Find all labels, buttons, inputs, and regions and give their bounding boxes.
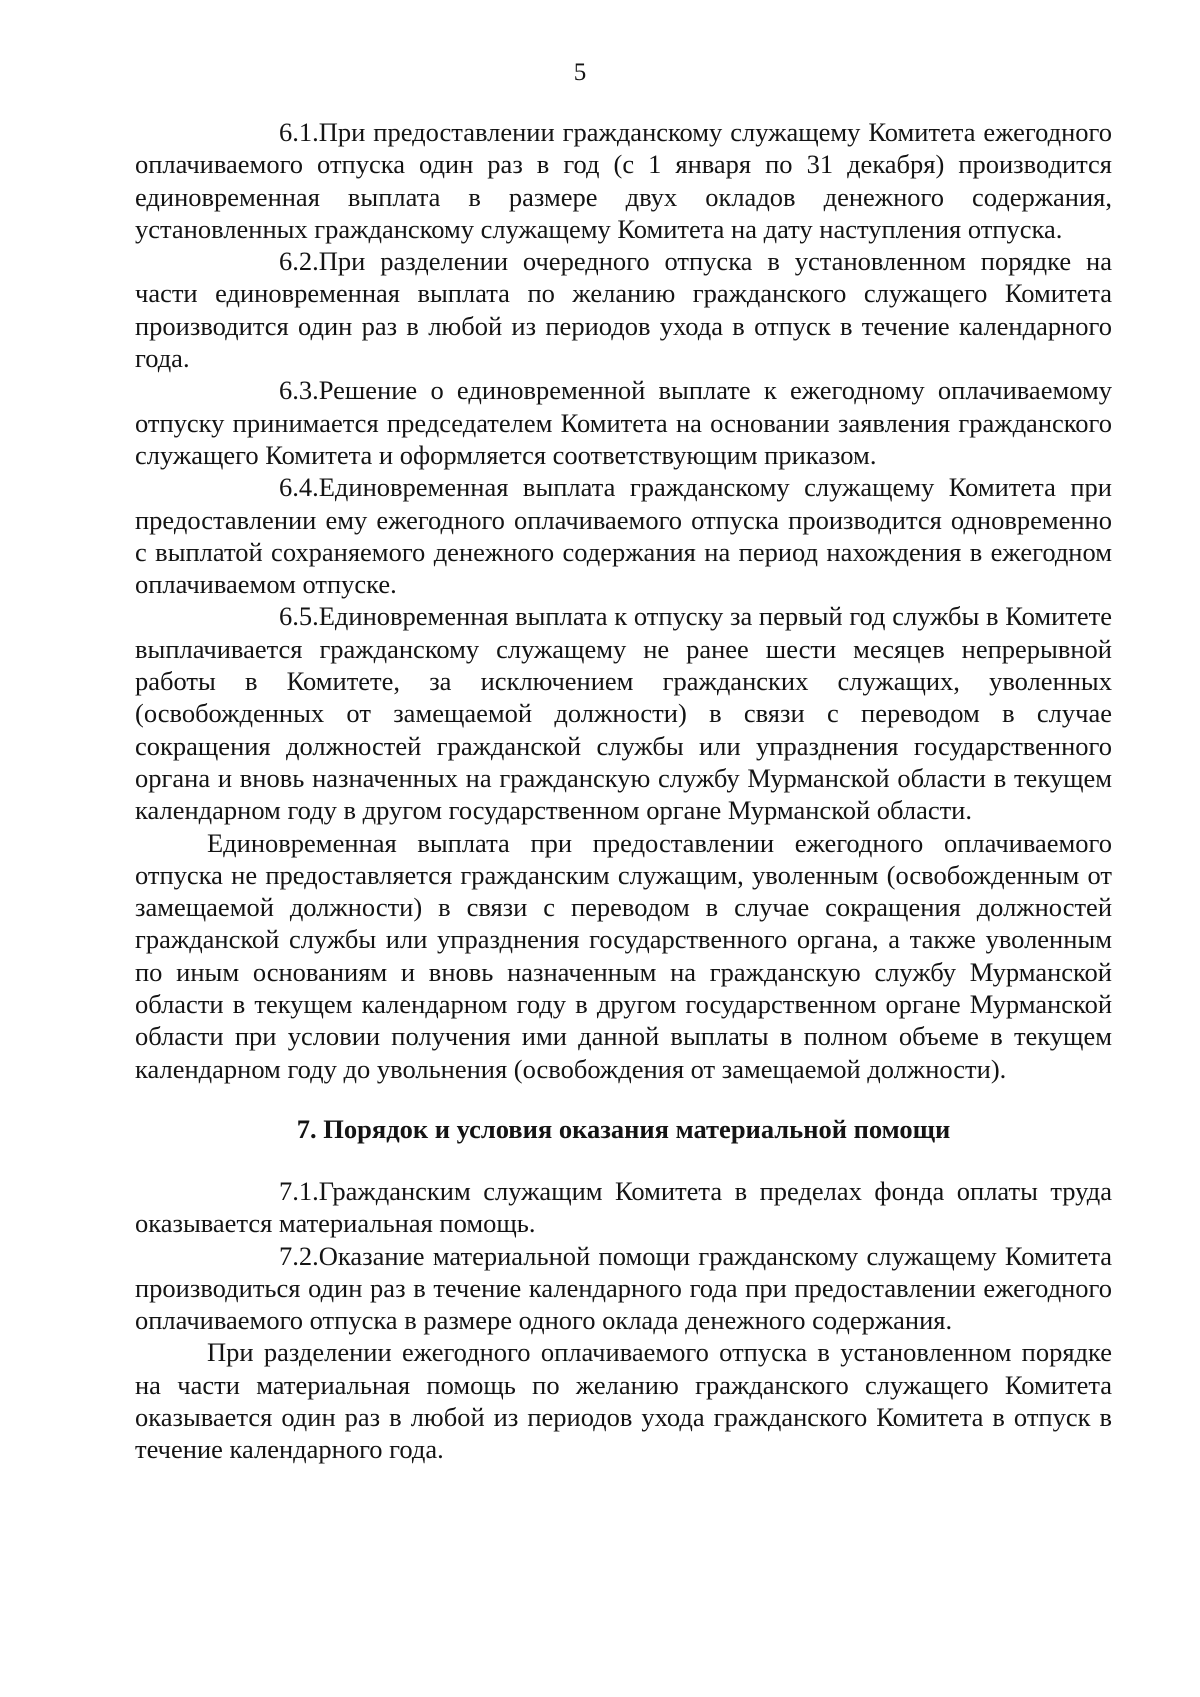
- paragraph-number: 6.2.: [279, 246, 319, 277]
- paragraph-number: 6.5.: [279, 601, 319, 632]
- paragraph-6-1: [135, 116, 1112, 245]
- paragraph-6-4: [135, 471, 1112, 600]
- paragraph-number: 6.4.: [279, 472, 319, 503]
- paragraph-7-1: [135, 1175, 1112, 1240]
- paragraph-number: 6.1.: [279, 117, 319, 147]
- paragraph-text: Единовременная выплата гражданскому служащему Комитета при предоставлении ему ежегодного оплачиваемого отпуска производится одновременно с выплатой сохраняемого денежного содержания на период нахождения в ежегодном оплачиваемом отпуске.: [135, 472, 1112, 600]
- paragraph-7-2: [135, 1240, 1112, 1337]
- paragraph-text: Единовременная выплата к отпуску за первый год службы в Комитете выплачивается гражданскому служащему не ранее шести месяцев непрерывной работы в Комитете, за исключением гражданских служащих, уволенных (освобожденных от замещаемой должности) в связи с переводом в случае сокращения должностей гражданской службы или упразднения государственного органа и вновь назначенных на гражданскую службу Мурманской области в текущем календарном году в другом государственном органе Мурманской области.: [135, 601, 1112, 826]
- paragraph-text: Гражданским служащим Комитета в пределах фонда оплаты труда оказывается материальная помощь.: [135, 1175, 1112, 1239]
- paragraph-text: При разделении очередного отпуска в установленном порядке на части единовременная выплата по желанию гражданского служащего Комитета производится один раз в любой из периодов ухода в отпуск в течение календарного года.: [135, 246, 1112, 374]
- paragraph-text: Оказание материальной помощи гражданскому служащему Комитета производиться один раз в течение календарного года при предоставлении ежегодного оплачиваемого отпуска в размере одного оклада денежного содержания.: [135, 1240, 1112, 1336]
- paragraph-7-2-continuation: При разделении ежегодного оплачиваемого отпуска в установленном порядке на части материальная помощь по желанию гражданского служащего Комитета оказывается один раз в любой из периодов ухода гражданского Комитета в отпуск в течение календарного года.: [135, 1337, 1112, 1465]
- paragraph-text: Решение о единовременной выплате к ежегодному оплачиваемому отпуску принимается председателем Комитета на основании заявления гражданского служащего Комитета и оформляется соответствующим приказом.: [135, 375, 1112, 470]
- paragraph-text: При предоставлении гражданскому служащему Комитета ежегодного оплачиваемого отпуска один раз в год (с 1 января по 31 декабря) производится единовременная выплата в размере двух окладов денежного содержания, установленных гражданскому служащему Комитета на дату наступления отпуска.: [135, 117, 1112, 244]
- paragraph-6-5-continuation: Единовременная выплата при предоставлении ежегодного оплачиваемого отпуска не предоставляется гражданским служащим, уволенным (освобожденным от замещаемой должности) в связи с переводом в случае сокращения должностей гражданской службы или упразднения государственного органа, а также уволенным по иным основаниям и вновь назначенным на гражданскую службу Мурманской области в текущем календарном году в другом государственном органе Мурманской области при условии получения ими данной выплаты в полном объеме в текущем календарном году до увольнения (освобождения от замещаемой должности).: [135, 827, 1112, 1084]
- page-number: 5: [573, 59, 587, 86]
- paragraph-number: 7.1.: [279, 1175, 319, 1206]
- paragraph-6-5: [135, 600, 1112, 826]
- paragraph-6-2: [135, 245, 1112, 374]
- document-body: [135, 116, 1112, 1466]
- section-7-heading: 7. Порядок и условия оказания материальной помощи: [296, 1113, 951, 1144]
- paragraph-6-3: [135, 374, 1112, 471]
- paragraph-number: 6.3.: [279, 375, 319, 406]
- paragraph-number: 7.2.: [279, 1240, 319, 1271]
